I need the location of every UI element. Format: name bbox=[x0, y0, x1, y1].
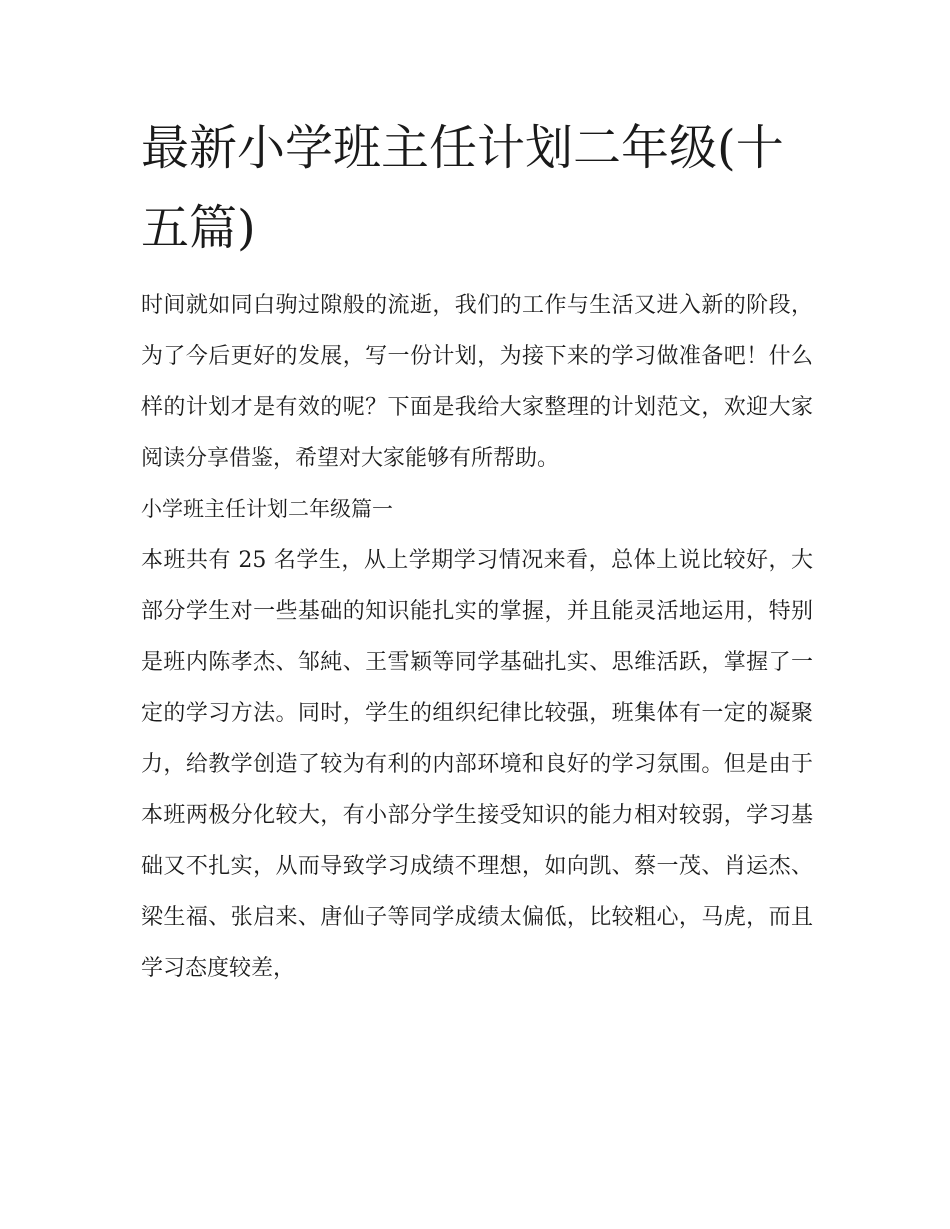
document-page bbox=[141, 108, 813, 994]
intro-paragraph: 时间就如同白驹过隙般的流逝，我们的工作与生活又进入新的阶段，为了今后更好的发展，写一份计划，为接下来的学习做准备吧！什么样的计划才是有效的呢？下面是我给大家整理的计划范文，欢迎大家阅读分享借鉴，希望对大家能够有所帮助。 bbox=[141, 293, 813, 471]
body-paragraph: 本班共有 25 名学生，从上学期学习情况来看，总体上说比较好，大部分学生对一些基础的知识能扎实的掌握，并且能灵活地运用，特别是班内陈孝杰、邹純、王雪颖等同学基础扎实、思维活跃，掌握了一定的学习方法。同时，学生的组织纪律比较强，班集体有一定的凝聚力，给教学创造了较为有利的内部环境和良好的学习氛围。但是由于本班两极分化较大，有小部分学生接受知识的能力相对较弱，学习基础又不扎实，从而导致学习成绩不理想，如向凯、蔡一茂、肖运杰、梁生福、张启来、唐仙子等同学成绩太偏低，比较粗心，马虎，而且学习态度较差， bbox=[141, 548, 813, 981]
document-title: 最新小学班主任计划二年级(十五篇) bbox=[141, 120, 784, 256]
section-heading: 小学班主任计划二年级篇一 bbox=[141, 497, 393, 521]
